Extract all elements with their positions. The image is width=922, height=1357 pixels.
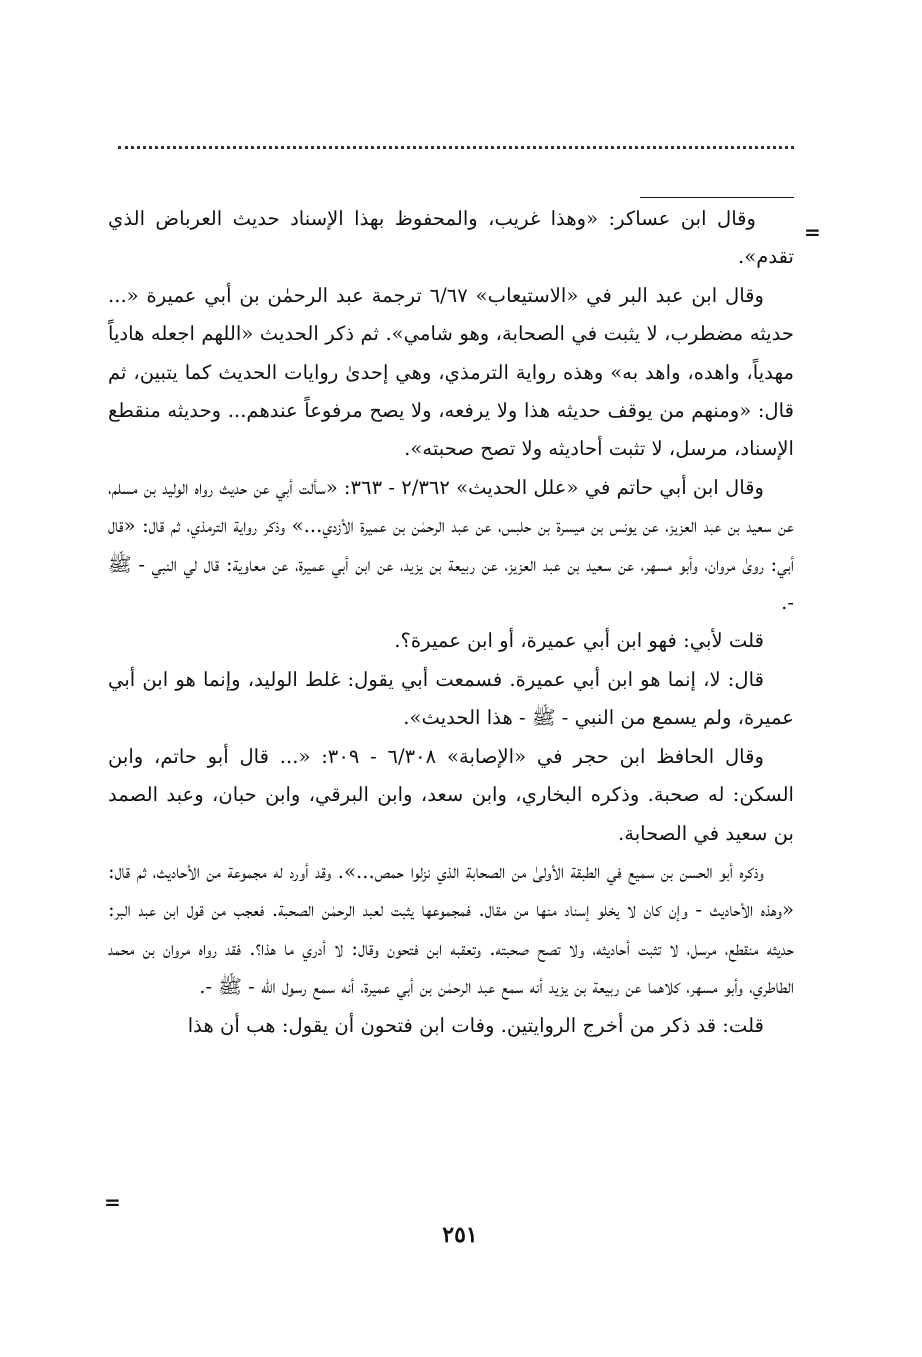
paragraph-ibn-hajar: وقال الحافظ ابن حجر في «الإصابة» ٦/٣٠٨ - ٣٠٩: «... قال أبو حاتم، وابن السكن: له صحبة. وذكره البخاري، وابن سعد، وابن البرقي، وابن حبان، وعبد الصمد بن سعيد في الصحابة. <box>108 744 794 845</box>
footnote-body <box>108 200 794 1045</box>
continuation-mark-end: = <box>104 1190 121 1214</box>
continuation-mark-start: = <box>804 220 821 244</box>
paragraph-abu-al-hasan: وذكره أبو الحسن بن سميع في الطبقة الأولىٰ من الصحابة الذي نزلوا حمص...». وقد أورد له مجموعة من الأحاديث، ثم قال: «وهذه الأحاديث - وإن كان لا يخلو إسناد منها من مقال. فمجموعها يثبت لعبد الرحمٰن الصحبة. فعجب من قول ابن عبد البر: حديثه منقطع، مرسل، لا تثبت أحاديثه، ولا تصح صحبته. وتعقبه ابن فتحون وقال: لا أدري ما هذا؟. فقد رواه مروان بن محمد الطاطري، وأبو مسهر، كلاهما عن ربيعة بن يزيد أنه سمع عبد الرحمٰن بن أبي عميرة، أنه سمع رسول الله - ﷺ -. <box>108 859 794 999</box>
footnote-rule <box>640 197 794 198</box>
paragraph-answer: قال: لا، إنما هو ابن أبي عميرة. فسمعت أبي يقول: غلط الوليد، وإنما هو ابن أبي عميرة، ولم يسمع من النبي - ﷺ - هذا الحديث». <box>108 667 794 730</box>
page-number: ٢٥١ <box>442 1222 478 1248</box>
paragraph-conclusion: قلت: قد ذكر من أخرج الروايتين. وفات ابن فتحون أن يقول: هب أن هذا <box>187 1013 764 1037</box>
paragraph-ibn-abd-al-barr: وقال ابن عبد البر في «الاستيعاب» ٦/٦٧ ترجمة عبد الرحمٰن بن أبي عميرة «... حديثه مضطرب، لا يثبت في الصحابة، وهو شامي». ثم ذكر الحديث «اللهم اجعله هادياً مهدياً، واهده، واهد به» وهذه رواية الترمذي، وهي إحدىٰ روايات الحديث كما يتبين، ثم قال: «ومنهم من يوقف حديثه هذا ولا يرفعه، ولا يصح مرفوعاً عندهم... وحديثه منقطع الإسناد، مرسل، لا تثبت أحاديثه ولا تصح صحبته». <box>108 283 794 461</box>
paragraph-question: قلت لأبي: فهو ابن أبي عميرة، أو ابن عميرة؟. <box>394 629 764 653</box>
paragraph-ibn-abi-hatim: وقال ابن أبي حاتم في «علل الحديث» ٢/٣٦٢ - ٣٦٣: «سألت أبي عن حديث رواه الوليد بن مسلم، عن سعيد بن عبد العزيز، عن يونس بن ميسرة بن حلبس، عن عبد الرحمٰن بن عميرة الأزدي...» وذكر رواية الترمذي، ثم قال: «قال أبي: روىٰ مروان، وأبو مسهر، عن سعيد بن عبد العزيز، عن ربيعة بن يزيد، عن ابن أبي عميرة، عن معاوية: قال لي النبي - ﷺ -. <box>108 475 794 615</box>
paragraph-ibn-asakir: وقال ابن عساكر: «وهذا غريب، والمحفوظ بهذا الإسناد حديث العرباض الذي تقدم». <box>108 207 794 269</box>
dotted-separator <box>118 146 794 149</box>
